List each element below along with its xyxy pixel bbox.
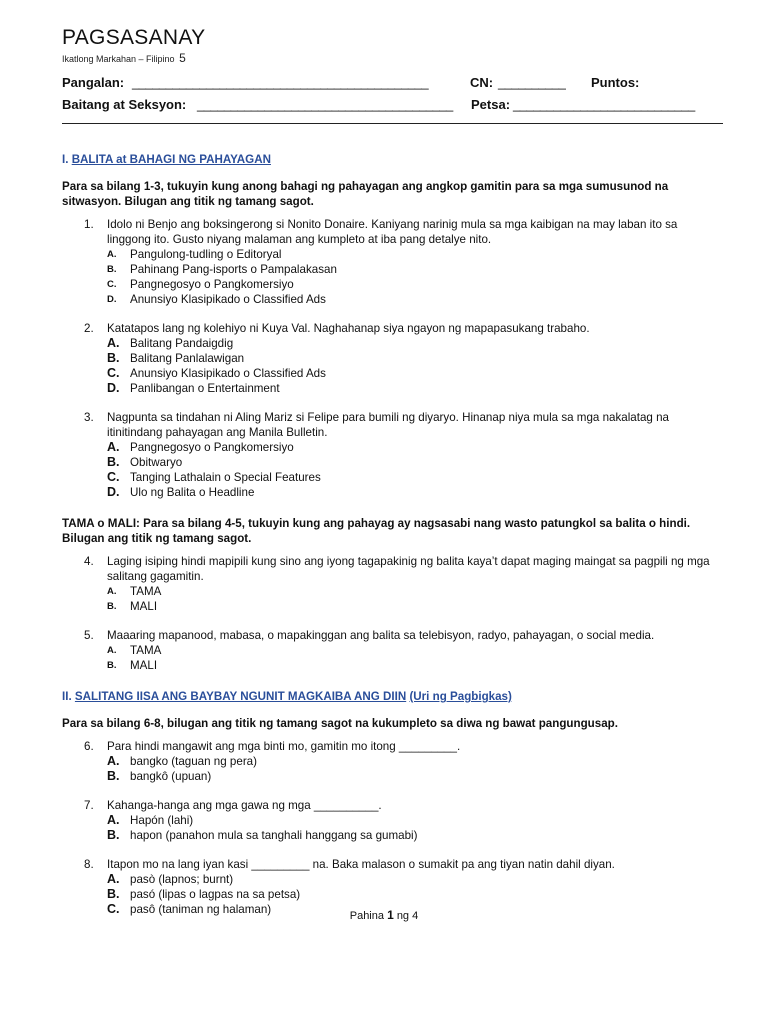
question-text: Laging isiping hindi mapipili kung sino ang iyong tagapakinig ng balita kaya’t dapat maging maingat sa pagpili ng mga salitang gagamitin. bbox=[107, 555, 710, 583]
option-text: Tanging Lathalain o Special Features bbox=[130, 471, 321, 484]
question-number: 8. bbox=[84, 858, 94, 871]
option-letter: D. bbox=[107, 485, 120, 499]
option-list bbox=[107, 643, 722, 673]
question-number: 3. bbox=[84, 411, 94, 424]
section-heading bbox=[62, 689, 722, 704]
answer-option[interactable] bbox=[107, 262, 722, 277]
option-list bbox=[107, 754, 722, 784]
page-footer bbox=[0, 908, 768, 922]
option-text: MALI bbox=[130, 600, 158, 613]
name-field[interactable]: ____________________________________________ bbox=[132, 75, 429, 90]
answer-option[interactable] bbox=[107, 277, 722, 292]
option-text: Hapón (lahi) bbox=[130, 814, 194, 827]
footer-current-page: 1 bbox=[387, 908, 394, 922]
option-letter: B. bbox=[107, 264, 117, 275]
option-letter: C. bbox=[107, 470, 120, 484]
option-letter: B. bbox=[107, 769, 120, 783]
option-letter: B. bbox=[107, 660, 117, 671]
option-letter: B. bbox=[107, 455, 120, 469]
option-letter: C. bbox=[107, 366, 120, 380]
option-letter: A. bbox=[107, 586, 117, 597]
answer-option[interactable] bbox=[107, 440, 722, 455]
answer-option[interactable] bbox=[107, 658, 722, 673]
option-letter: A. bbox=[107, 440, 120, 454]
option-letter: C. bbox=[107, 279, 117, 290]
section-number: II. bbox=[62, 690, 72, 703]
question-number: 6. bbox=[84, 740, 94, 753]
option-text: bangkô (upuan) bbox=[130, 770, 212, 783]
question-text: Nagpunta sa tindahan ni Aling Mariz si Felipe para bumili ng diyaryo. Hinanap niya mula sa mga nakalatag na itinitindang pahayagan ang Manila Bulletin. bbox=[107, 411, 669, 439]
option-letter: A. bbox=[107, 336, 120, 350]
option-letter: A. bbox=[107, 249, 117, 260]
question-item bbox=[62, 798, 722, 843]
option-text: hapon (panahon mula sa tanghali hanggang sa gumabi) bbox=[130, 829, 418, 842]
footer-total-pages: 4 bbox=[412, 910, 419, 922]
section-spacer bbox=[62, 931, 722, 933]
option-text: bangko (taguan ng pera) bbox=[130, 755, 257, 768]
option-letter: A. bbox=[107, 872, 120, 886]
option-text: TAMA bbox=[130, 585, 162, 598]
option-text: pasô (taniman ng halaman) bbox=[130, 903, 272, 916]
question-number: 7. bbox=[84, 799, 94, 812]
section-instructions: TAMA o MALI: Para sa bilang 4-5, tukuyin kung ang pahayag ay nagsasabi nang wasto patungkol sa balita o hindi. Bilugan ang titik ng tamang sagot. bbox=[62, 517, 691, 545]
answer-option[interactable] bbox=[107, 381, 722, 396]
section-instructions: Para sa bilang 6-8, bilugan ang titik ng tamang sagot na kukumpleto sa diwa ng bawat pangungusap. bbox=[62, 717, 618, 730]
option-list bbox=[107, 336, 722, 396]
header-divider bbox=[62, 123, 723, 124]
answer-option[interactable] bbox=[107, 599, 722, 614]
section-heading bbox=[62, 152, 722, 167]
option-letter: A. bbox=[107, 754, 120, 768]
cn-field[interactable]: __________ bbox=[498, 75, 566, 90]
footer-middle: ng bbox=[396, 910, 410, 922]
answer-option[interactable] bbox=[107, 828, 722, 843]
worksheet-title: PAGSASANAY bbox=[62, 26, 206, 49]
score-label: Puntos: bbox=[591, 75, 640, 90]
question-item bbox=[62, 739, 722, 784]
option-text: Balitang Pandaigdig bbox=[130, 337, 234, 350]
section-title: SALITANG IISA ANG BAYBAY NGUNIT MAGKAIBA ANG DIIN bbox=[74, 690, 407, 703]
question-item bbox=[62, 321, 722, 396]
option-text: Panlibangan o Entertainment bbox=[130, 382, 280, 395]
question-number: 2. bbox=[84, 322, 94, 335]
option-text: pasó (lipas o lagpas na sa petsa) bbox=[130, 888, 301, 901]
option-text: Pangnegosyo o Pangkomersiyo bbox=[130, 278, 294, 291]
question-number: 5. bbox=[84, 629, 94, 642]
answer-option[interactable] bbox=[107, 754, 722, 769]
answer-option[interactable] bbox=[107, 813, 722, 828]
name-label: Pangalan: bbox=[62, 75, 125, 90]
option-text: Pahinang Pang-isports o Pampalakasan bbox=[130, 263, 337, 276]
option-text: TAMA bbox=[130, 644, 162, 657]
option-text: Anunsiyo Klasipikado o Classified Ads bbox=[130, 293, 326, 306]
answer-option[interactable] bbox=[107, 485, 722, 500]
worksheet-content bbox=[62, 152, 722, 933]
option-text: MALI bbox=[130, 659, 158, 672]
question-item bbox=[62, 628, 722, 673]
question-text: Katatapos lang ng kolehiyo ni Kuya Val. Naghahanap siya ngayon ng mapapasukang trabaho. bbox=[107, 322, 590, 335]
grade-number: 5 bbox=[179, 51, 186, 65]
section-title-suffix: (Uri ng Pagbigkas) bbox=[409, 690, 512, 703]
option-text: Pangnegosyo o Pangkomersiyo bbox=[130, 441, 294, 454]
worksheet-subtitle bbox=[62, 51, 186, 65]
option-letter: B. bbox=[107, 828, 120, 842]
option-letter: D. bbox=[107, 381, 120, 395]
answer-option[interactable] bbox=[107, 247, 722, 262]
option-letter: A. bbox=[107, 813, 120, 827]
section-instructions: Para sa bilang 1-3, tukuyin kung anong bahagi ng pahayagan ang angkop gamitin para sa mga sumusunod na sitwasyon. Bilugan ang titik ng tamang sagot. bbox=[62, 180, 669, 208]
option-text: Pangulong-tudling o Editoryal bbox=[130, 248, 282, 261]
answer-option[interactable] bbox=[107, 887, 722, 902]
question-text: Idolo ni Benjo ang boksingerong si Nonito Donaire. Kaniyang narinig mula sa mga kaibigan na may laban ito sa linggong ito. Gusto niyang malaman ang kumpleto at iba pang detalye nito. bbox=[107, 218, 678, 246]
option-text: Anunsiyo Klasipikado o Classified Ads bbox=[130, 367, 326, 380]
question-number: 4. bbox=[84, 555, 94, 568]
section-title: BALITA at BAHAGI NG PAHAYAGAN bbox=[71, 153, 271, 166]
answer-option[interactable] bbox=[107, 292, 722, 307]
subtitle-text: Ikatlong Markahan – Filipino bbox=[62, 54, 175, 64]
question-item bbox=[62, 554, 722, 614]
answer-option[interactable] bbox=[107, 470, 722, 485]
answer-option[interactable] bbox=[107, 351, 722, 366]
option-letter: B. bbox=[107, 887, 120, 901]
option-text: Ulo ng Balita o Headline bbox=[130, 486, 255, 499]
question-text: Maaaring mapanood, mabasa, o mapakinggan ang balita sa telebisyon, radyo, pahayagan, o social media. bbox=[107, 629, 655, 642]
option-letter: D. bbox=[107, 294, 117, 305]
answer-option[interactable] bbox=[107, 872, 722, 887]
option-letter: C. bbox=[107, 902, 120, 916]
date-label: Petsa: bbox=[471, 97, 511, 112]
option-list bbox=[107, 813, 722, 843]
option-text: Balitang Panlalawigan bbox=[130, 352, 245, 365]
option-letter: B. bbox=[107, 601, 117, 612]
option-list bbox=[107, 247, 722, 307]
section-number: I. bbox=[62, 153, 69, 166]
option-list bbox=[107, 440, 722, 500]
cn-label: CN: bbox=[470, 75, 494, 90]
option-letter: B. bbox=[107, 351, 120, 365]
answer-option[interactable] bbox=[107, 769, 722, 784]
answer-option[interactable] bbox=[107, 584, 722, 599]
option-text: Obitwaryo bbox=[130, 456, 183, 469]
date-field[interactable]: ___________________________ bbox=[513, 97, 695, 112]
answer-option[interactable] bbox=[107, 455, 722, 470]
section-label: Baitang at Seksyon: bbox=[62, 97, 187, 112]
question-text: Kahanga-hanga ang mga gawa ng mga __________. bbox=[107, 799, 382, 812]
question-text: Itapon mo na lang iyan kasi _________ na. Baka malason o sumakit pa ang tiyan natin dahil diyan. bbox=[107, 858, 615, 871]
answer-option[interactable] bbox=[107, 336, 722, 351]
answer-option[interactable] bbox=[107, 366, 722, 381]
option-letter: A. bbox=[107, 645, 117, 656]
option-text: pasò (lapnos; burnt) bbox=[130, 873, 234, 886]
question-number: 1. bbox=[84, 218, 94, 231]
section-field[interactable]: ______________________________________ bbox=[197, 97, 453, 112]
question-item bbox=[62, 410, 722, 500]
option-list bbox=[107, 584, 722, 614]
question-item bbox=[62, 217, 722, 307]
question-text: Para hindi mangawit ang mga binti mo, gamitin mo itong _________. bbox=[107, 740, 461, 753]
footer-prefix: Pahina bbox=[349, 910, 384, 922]
answer-option[interactable] bbox=[107, 643, 722, 658]
